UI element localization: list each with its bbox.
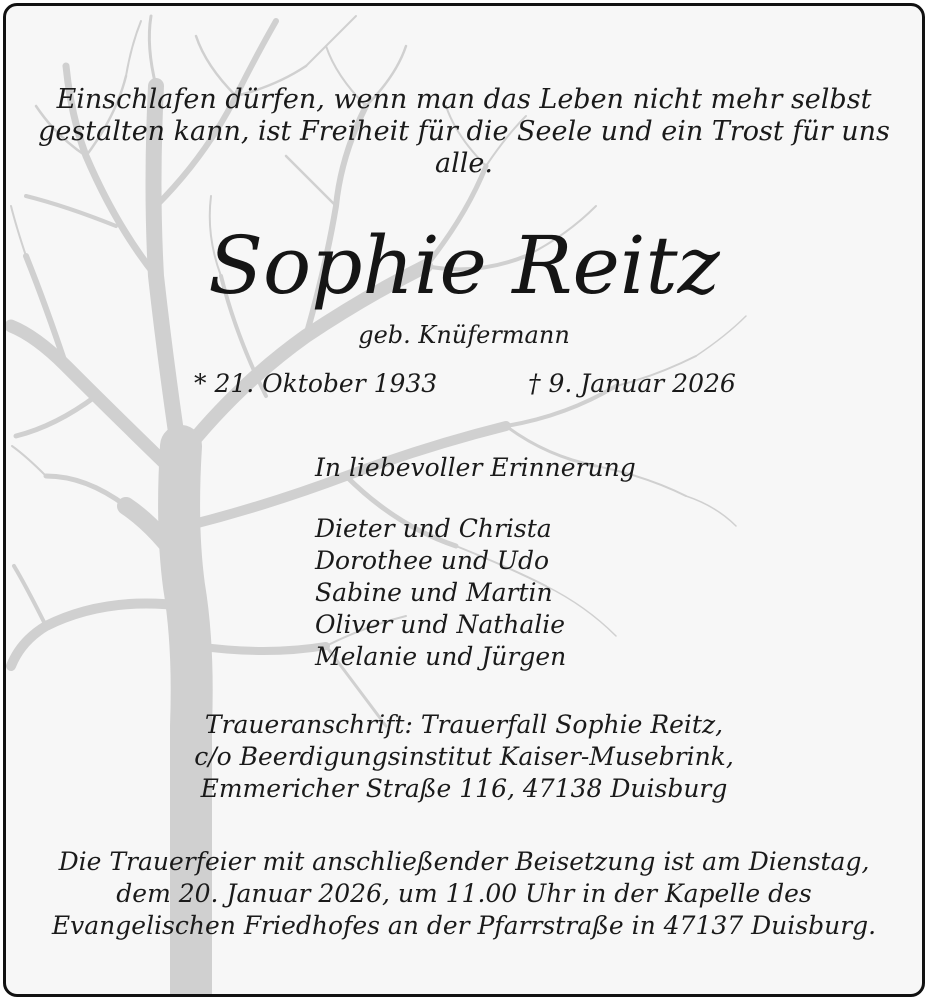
quote-line-1: Einschlafen dürfen, wenn man das Leben nicht mehr selbst bbox=[56, 84, 872, 115]
deceased-name: Sophie Reitz bbox=[208, 219, 720, 312]
quote-line-2: gestalten kann, ist Freiheit für die Seele und ein Trost für uns alle. bbox=[38, 116, 890, 179]
death-date: † 9. Januar 2026 bbox=[528, 369, 736, 398]
quote bbox=[6, 84, 922, 180]
family-member: Melanie und Jürgen bbox=[315, 642, 567, 671]
family-member: Oliver und Nathalie bbox=[315, 610, 566, 639]
family-member: Dorothee und Udo bbox=[315, 546, 550, 575]
address-line-2: c/o Beerdigungsinstitut Kaiser-Musebrink, bbox=[194, 742, 734, 771]
funeral-info bbox=[6, 846, 922, 942]
family-list bbox=[315, 513, 566, 673]
address-line-3: Emmericher Straße 116, 47138 Duisburg bbox=[200, 774, 728, 803]
mourning-address bbox=[6, 709, 922, 805]
remembrance-text: In liebevoller Erinnerung bbox=[315, 453, 636, 482]
obituary-notice bbox=[3, 3, 925, 997]
family-member: Dieter und Christa bbox=[315, 514, 552, 543]
family-member: Sabine und Martin bbox=[315, 578, 553, 607]
birth-date: * 21. Oktober 1933 bbox=[194, 369, 438, 398]
address-line-1: Traueranschrift: Trauerfall Sophie Reitz, bbox=[204, 710, 724, 739]
funeral-line-3: Evangelischen Friedhofes an der Pfarrstraße in 47137 Duisburg. bbox=[51, 911, 877, 940]
funeral-line-1: Die Trauerfeier mit anschließender Beisetzung ist am Dienstag, bbox=[58, 847, 870, 876]
funeral-line-2: dem 20. Januar 2026, um 11.00 Uhr in der Kapelle des bbox=[116, 879, 812, 908]
birth-name: geb. Knüfermann bbox=[358, 321, 570, 349]
